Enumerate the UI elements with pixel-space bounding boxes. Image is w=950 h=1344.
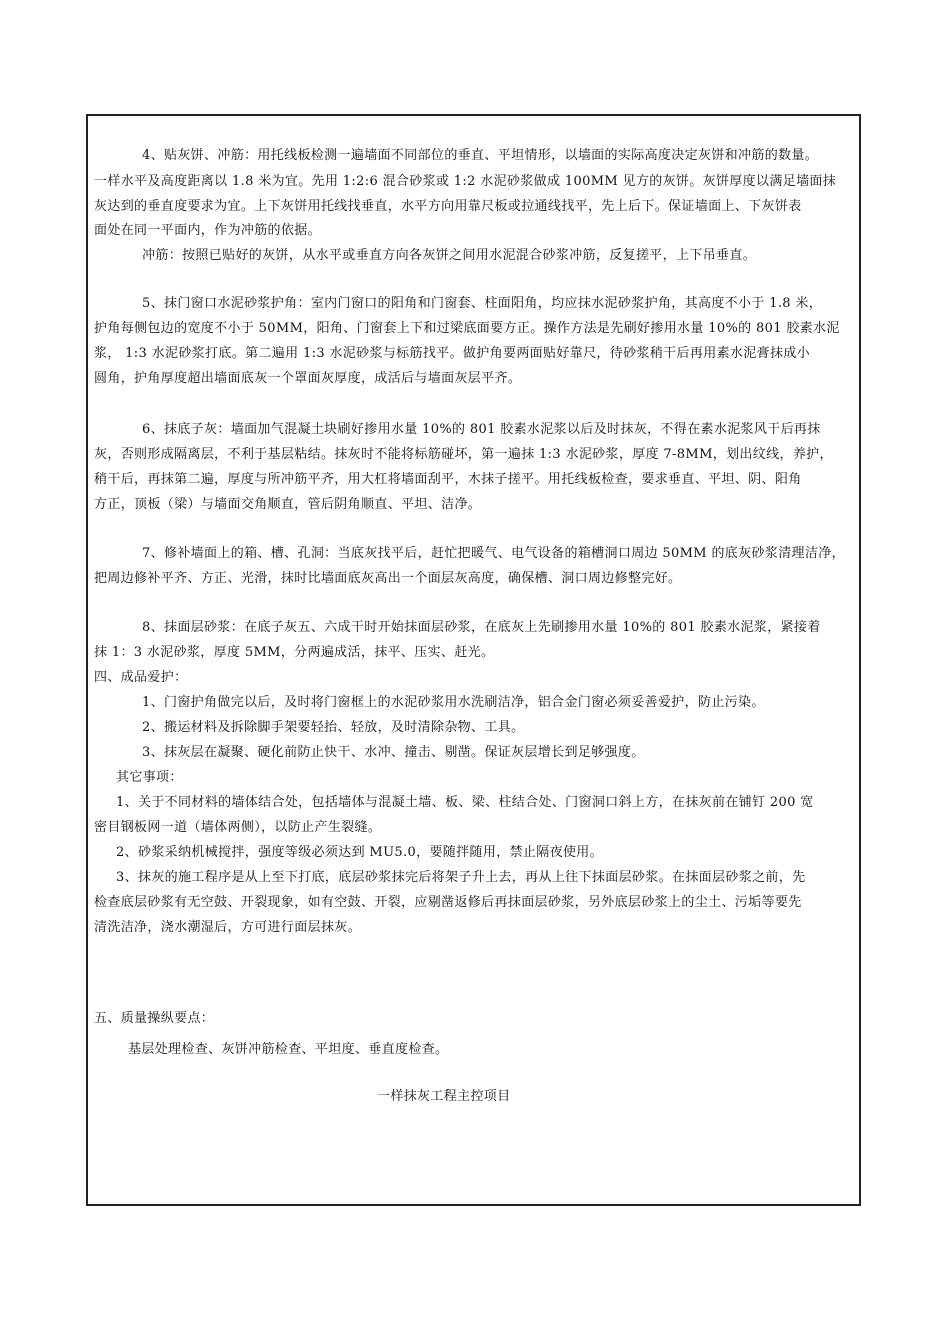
text-line: 一样水平及高度距离以 1.8 米为宜。先用 1:2:6 混合砂浆或 1:2 水泥砂浆做成 100MM 见方的灰饼。灰饼厚度以满足墙面抹: [94, 174, 837, 189]
text-line: 7、修补墙面上的箱、槽、孔洞：当底灰找平后，赶忙把暖气、电气设备的箱槽洞口周边 50MM 的底灰砂浆清理洁净，: [142, 546, 845, 561]
section-heading: 四、成品爱护：: [94, 670, 188, 685]
text-line: 3、抹灰的施工程序是从上至下打底，底层砂浆抹完后将架子升上去，再从上往下抹面层砂浆。在抹面层砂浆之前，先: [116, 870, 806, 885]
text-line: 浆， 1:3 水泥砂浆打底。第二遍用 1:3 水泥砂浆与标筋找平。做护角要两面贴好靠尺，待砂浆稍干后再用素水泥膏抹成小: [94, 346, 811, 361]
text-line: 方正，顶板（梁）与墙面交角顺直，管后阴角顺直、平坦、洁净。: [94, 497, 482, 512]
text-line: 检查底层砂浆有无空鼓、开裂现象，如有空鼓、开裂，应剔凿返修后再抹面层砂浆，另外底层砂浆上的尘土、污垢等要先: [94, 895, 802, 910]
text-line: 清洗洁净，浇水潮湿后，方可进行面层抹灰。: [94, 920, 362, 935]
subsection-title: 一样抹灰工程主控项目: [377, 1089, 511, 1104]
text-line: 8、抹面层砂浆：在底子灰五、六成干时开始抹面层砂浆，在底灰上先刷掺用水量 10%的 801 胶素水泥浆，紧接着: [142, 620, 821, 635]
text-line: 稍干后，再抹第二遍，厚度与所冲筋平齐，用大杠将墙面刮平，木抹子搓平。用托线板检查，要求垂直、平坦、阴、阳角: [94, 472, 802, 487]
text-line: 2、砂浆采纳机械搅拌，强度等级必须达到 MU5.0，要随拌随用，禁止隔夜使用。: [116, 845, 603, 860]
text-line: 圆角，护角厚度超出墙面底灰一个罩面灰厚度，成活后与墙面灰层平齐。: [94, 371, 522, 386]
text-line: 密目钢板网一道（墙体两侧），以防止产生裂缝。: [94, 820, 382, 835]
text-line: 灰，否则形成隔离层，不利于基层粘结。抹灰时不能将标筋碰坏，第一遍抹 1:3 水泥砂浆，厚度 7-8MM，划出纹线，养护，: [94, 447, 833, 462]
text-line: 2、搬运材料及拆除脚手架要轻抬、轻放，及时清除杂物、工具。: [142, 720, 525, 735]
text-line: 1、门窗护角做完以后，及时将门窗框上的水泥砂浆用水洗刷洁净，铝合金门窗必须妥善爱护，防止污染。: [142, 695, 765, 710]
text-line: 5、抹门窗口水泥砂浆护角：室内门窗口的阳角和门窗套、柱面阳角，均应抹水泥砂浆护角，其高度不小于 1.8 米，: [142, 296, 823, 311]
text-line: 冲筋：按照已贴好的灰饼，从水平或垂直方向各灰饼之间用水泥混合砂浆冲筋，反复搓平，上下吊垂直。: [142, 248, 757, 263]
text-line: 4、贴灰饼、冲筋：用托线板检测一遍墙面不同部位的垂直、平坦情形，以墙面的实际高度决定灰饼和冲筋的数量。: [142, 148, 819, 163]
section-heading: 五、质量操纵要点：: [94, 1011, 215, 1026]
section-heading: 其它事项：: [116, 770, 183, 785]
text-line: 1、关于不同材料的墙体结合处，包括墙体与混凝土墙、板、梁、柱结合处、门窗洞口斜上方，在抹灰前在铺钉 200 宽: [116, 795, 814, 810]
text-line: 3、抹灰层在凝聚、硬化前防止快干、水冲、撞击、剔凿。保证灰层增长到足够强度。: [142, 745, 645, 760]
text-line: 6、抹底子灰：墙面加气混凝土块刷好掺用水量 10%的 801 胶素水泥浆以后及时抹灰，不得在素水泥浆风干后再抹: [142, 422, 821, 437]
text-line: 把周边修补平齐、方正、光滑，抹时比墙面底灰高出一个面层灰高度，确保槽、洞口周边修整完好。: [94, 571, 682, 586]
text-line: 灰达到的垂直度要求为宜。上下灰饼用托线找垂直，水平方向用靠尺板或拉通线找平，先上后下。保证墙面上、下灰饼表: [94, 199, 802, 214]
text-line: 抹 1：3 水泥砂浆，厚度 5MM，分两遍成活，抹平、压实、赶光。: [94, 645, 495, 660]
text-line: 护角每侧包边的宽度不小于 50MM，阳角、门窗套上下和过梁底面要方正。操作方法是先刷好掺用水量 10%的 801 胶素水泥: [94, 321, 840, 336]
text-line: 基层处理检查、灰饼冲筋检查、平坦度、垂直度检查。: [128, 1042, 449, 1057]
text-line: 面处在同一平面内，作为冲筋的依据。: [94, 223, 321, 238]
